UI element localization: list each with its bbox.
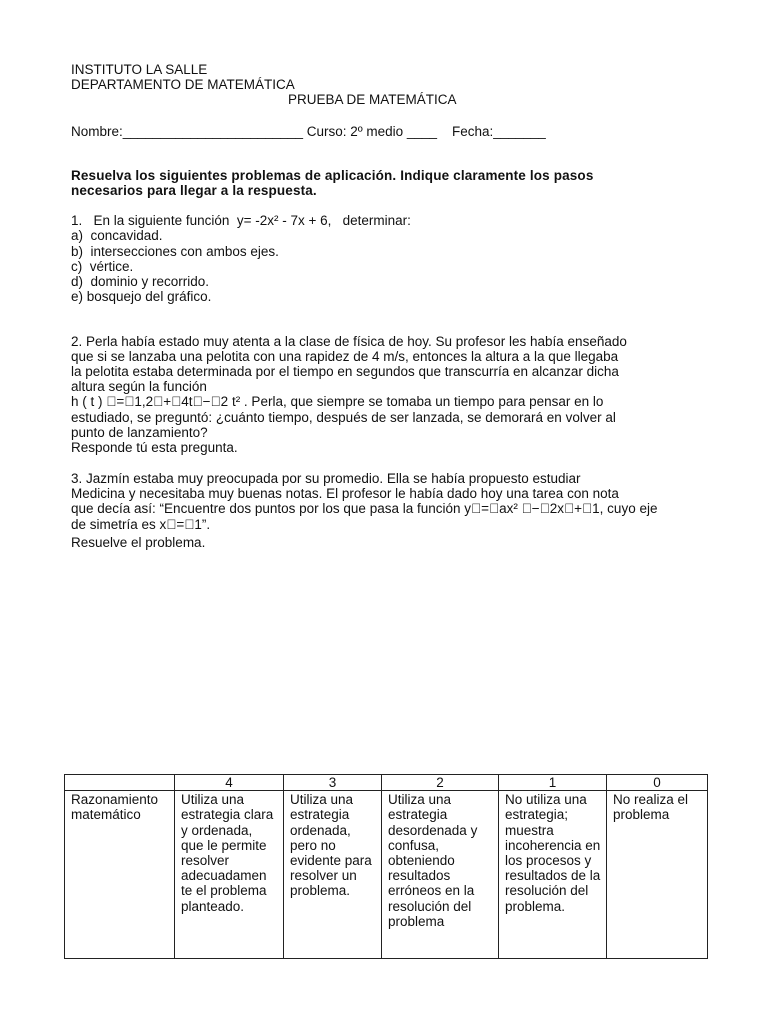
rubric-level-2: Utiliza una estrategia desordenada y confusa, obteniendo resultados erróneos en la resolución del problema [382, 791, 499, 959]
rubric-header-row [65, 775, 708, 791]
problem2-line: altura según la función [71, 379, 207, 394]
page-title: PRUEBA DE MATEMÁTICA [288, 92, 457, 107]
problem3-line: Resuelve el problema. [71, 535, 206, 550]
rubric-header-cell: 2 [382, 775, 499, 791]
problem3-line: 3. Jazmín estaba muy preocupada por su promedio. Ella se había propuesto estudiar [71, 471, 581, 486]
problem2-line: punto de lanzamiento? [71, 425, 208, 440]
instructions-line-1: Resuelva los siguientes problemas de aplicación. Indique claramente los pasos [71, 168, 594, 183]
problem2-line: la pelotita estaba determinada por el tiempo en segundos que transcurría en alcanzar dicha [71, 364, 619, 379]
rubric-header-cell: 4 [175, 775, 284, 791]
problem1-item-c: c) vértice. [71, 259, 134, 274]
rubric-header-cell: 1 [499, 775, 607, 791]
problem2-line: estudiado, se preguntó: ¿cuánto tiempo, después de ser lanzada, se demorará en volver al [71, 410, 616, 425]
problem2-line: 2. Perla había estado muy atenta a la clase de física de hoy. Su profesor les había enseñado [71, 334, 627, 349]
rubric-header-cell [65, 775, 175, 791]
header-institute: INSTITUTO LA SALLE [71, 62, 208, 77]
problem2-line: Responde tú esta pregunta. [71, 440, 238, 455]
problem1-item-e: e) bosquejo del gráfico. [71, 289, 212, 304]
header-department: DEPARTAMENTO DE MATEMÁTICA [71, 77, 295, 92]
problem1-item-d: d) dominio y recorrido. [71, 274, 210, 289]
problem1-item-a: a) concavidad. [71, 228, 163, 243]
problem3-line: Medicina y necesitaba muy buenas notas. El profesor le había dado hoy una tarea con nota [71, 486, 619, 501]
problem2-line: que si se lanzaba una pelotita con una rapidez de 4 m/s, entonces la altura a la que llegaba [71, 349, 619, 364]
rubric-level-0: No realiza el problema [607, 791, 708, 959]
problem3-function-line: que decía así: “Encuentre dos puntos por los que pasa la función y = ax²  − 2x + 1, cuyo eje [71, 501, 658, 516]
problem1-statement: 1. En la siguiente función y= -2x² - 7x + 6, determinar: [71, 213, 411, 228]
rubric-header-cell: 0 [607, 775, 708, 791]
rubric-row [65, 791, 708, 959]
rubric-level-4: Utiliza una estrategia clara y ordenada, que le permite resolver adecuadamen te el problema planteado. [175, 791, 284, 959]
instructions-line-2: necesarios para llegar a la respuesta. [71, 183, 317, 198]
rubric-level-3: Utiliza una estrategia ordenada, pero no evidente para resolver un problema. [284, 791, 382, 959]
rubric-criterion: Razonamiento matemático [65, 791, 175, 959]
rubric-table [64, 774, 708, 959]
problem1-item-b: b) intersecciones con ambos ejes. [71, 244, 279, 259]
rubric-header-cell: 3 [284, 775, 382, 791]
problem3-line: de simetría es x = 1”. [71, 517, 211, 532]
rubric-level-1: No utiliza una estrategia; muestra incoherencia en los procesos y resultados de la resolución del problema. [499, 791, 607, 959]
problem2-function-line: h ( t )  = 1,2 + 4t − 2 t² . Perla, que siempre se tomaba un tiempo para pensar en lo [71, 394, 604, 409]
form-line: Nombre:________________________ Curso: 2º medio ____ Fecha:_______ [71, 124, 546, 139]
